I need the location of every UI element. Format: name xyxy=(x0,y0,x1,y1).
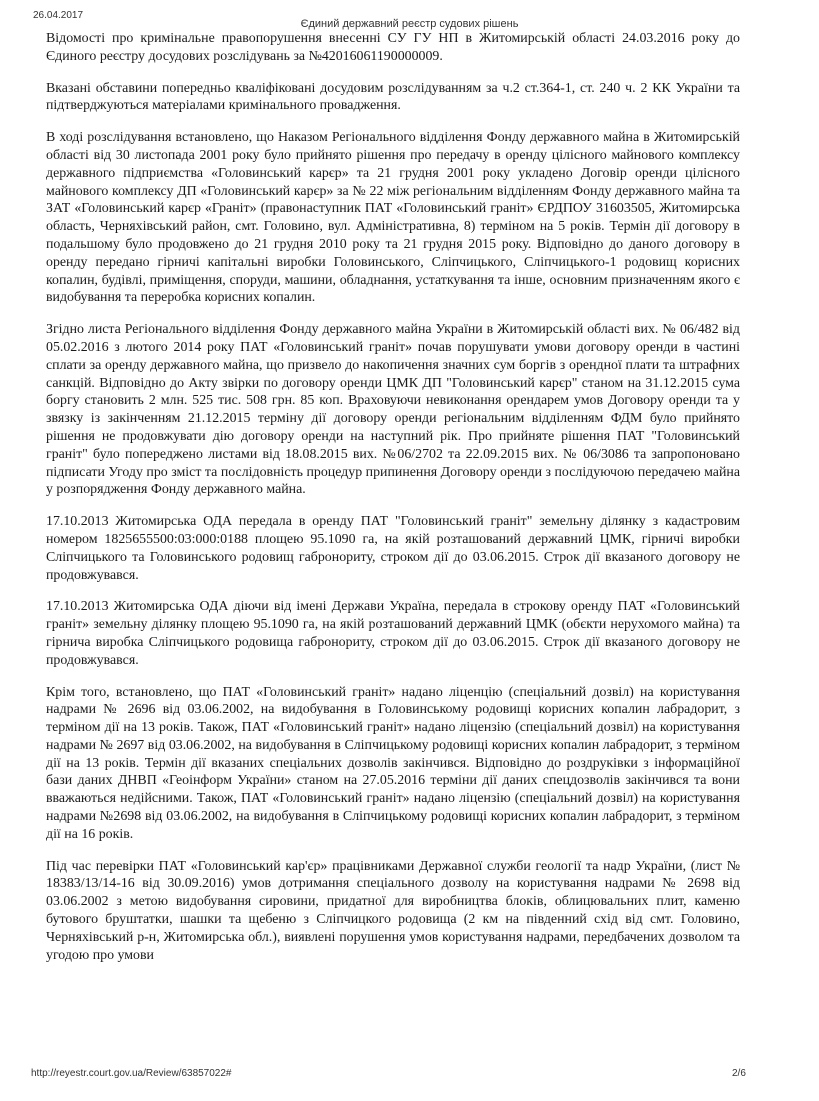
footer-url: http://reyestr.court.gov.ua/Review/63857022# xyxy=(31,1068,232,1079)
paragraph-1: Відомості про кримінальне правопорушення внесенні СУ ГУ НП в Житомирській області 24.03.2016 року до Єдиного реєстру досудових розслідувань за №42016061190000009. xyxy=(46,31,740,64)
paragraph-2: Вказані обставини попередньо кваліфіковані досудовим розслідуванням за ч.2 ст.364-1, ст. 240 ч. 2 КК України та підтверджуються матеріалами кримінального провадження. xyxy=(46,80,740,114)
paragraph-4: Згідно листа Регіонального відділення Фонду державного майна України в Житомирській області вих. № 06/482 від 05.02.2016 з лютого 2014 року ПАТ «Головинський граніт» почав порушувати умови договору оренди в частині сплати за оренду державного майна, що призвело до накопичення значних сум боргів з орендної плати та штрафних санкцій. Відповідно до Акту звірки по договору оренди ЦМК ДП "Головинський карєр" станом на 31.12.2015 сума боргу становить 2 млн. 525 тис. 508 грн. 85 коп. Враховуючи невиконання орендарем умов Договору оренди та у звязку із закінченням 21.12.2015 терміну дії договору оренди регіональним відділенням ФДМ було прийнято рішення не продовжувати дію договору оренди на наступний рік. Про прийняте рішення ПАТ "Головинський граніт" було попереджено листами від 18.08.2015 вих. №06/2702 та 22.09.2015 вих. № 06/3086 та запропоновано підписати Угоду про зміст та послідовність процедур припинення Договору оренди з послідуючою передачею майна у розпорядження Фонду державного майна. xyxy=(46,322,740,498)
paragraph-8: Під час перевірки ПАТ «Головинський кар'єр» працівниками Державної служби геології та надр України, (лист № 18383/13/14-16 від 30.09.2016) умов дотримання спеціального дозволу на користування надрами № 2698 від 03.06.2002 з метою видобування сировини, придатної для виробництва блоків, облицювальних плит, каменю бутового бруштатки, шашки та щебеню з Сліпчицкого родовища (2 км на південний схід від смт. Головино, Черняхівський р-н, Житомирська обл.), виявлені порушення умов користування надрами, передбачених дозволом та угодою про умови xyxy=(46,858,740,963)
header-date: 26.04.2017 xyxy=(33,10,84,21)
header-title: Єдиний державний реєстр судових рішень xyxy=(300,18,519,30)
document-body xyxy=(46,30,740,964)
paragraph-6: 17.10.2013 Житомирська ОДА діючи від імені Держави Україна, передала в строкову оренду ПАТ «Головинський граніт» земельну ділянку площею 95.1090 га, на якій розташований державний ЦМК (обєкти нерухомого майна) та гірнича виробка Сліпчицького родовища габронориту, строком дії до 03.06.2015. Строк дії вказаного договору не продовжувався. xyxy=(46,599,740,668)
paragraph-5: 17.10.2013 Житомирська ОДА передала в оренду ПАТ "Головинський граніт" земельну ділянку з кадастровим номером 1825655500:03:000:0188 площею 95.1090 га, на якій розташований державний ЦМК, гірничі виробки Сліпчицького та Головинського родовищ габронориту, строком дії до 03.06.2015. Строк дії вказаного договору не продовжувався. xyxy=(46,514,740,583)
paragraph-7: Крім того, встановлено, що ПАТ «Головинський граніт» надано ліценцію (спеціальний дозвіл) на користування надрами № 2696 від 03.06.2002, на видобування в Головинському родовищі корисних копалин лабрадорит, з терміном дії на 13 років. Також, ПАТ «Головинський граніт» надано ліцензію (спеціальний дозвіл) на користування надрами № 2697 від 03.06.2002, на видобування в Сліпчицькому родовищі корисних копалин лабрадорит, з терміном дії на 13 років. Термін дії вказаних спеціальних дозволів закінчився. Відповідно до роздруківки з інформаційної бази даних ДНВП «Геоінформ України» станом на 27.05.2016 терміни дії даних спецдозволів закінчився та вони вважаються недійсними. Також, ПАТ «Головинський граніт» надано ліцензію (спеціальний дозвіл) на користування надрами №2698 від 03.06.2002, на видобування в Сліпчицькому родовищі корисних копалин лабрадорит, з терміном дії на 16 років. xyxy=(46,684,740,842)
footer-page-number: 2/6 xyxy=(732,1068,746,1079)
paragraph-3: В ході розслідування встановлено, що Наказом Регіонального відділення Фонду державного майна в Житомирській області від 30 листопада 2001 року було прийнято рішення про передачу в оренду цілісного майнового комплексу державного підприємства «Головинський карєр» та 21 грудня 2001 року укладено Договір оренди цілісного майнового комплексу ДП «Головинський карєр» за № 22 між регіональним відділенням Фонду державного майна та ЗАТ «Головинський карєр «Граніт» (правонаступник ПАТ «Головинський граніт» ЄРДПОУ 31603505, Житомирська область, Черняхівський район, смт. Головино, вул. Адміністративна, 8) терміном на 5 років. Термін дії договору в подальшому було продовжено до 21 грудня 2010 року та 21 грудня 2015 року. Відповідно до даного договору в оренду передано гірничі капітальні виробки Головинського, Сліпчицького, Сліпчицького-1 родовищ корисних копалин, будівлі, приміщення, споруди, машини, обладнання, устаткування та інше, основним призначенням якого є видобування та переробка корисних копалин. xyxy=(46,130,740,306)
